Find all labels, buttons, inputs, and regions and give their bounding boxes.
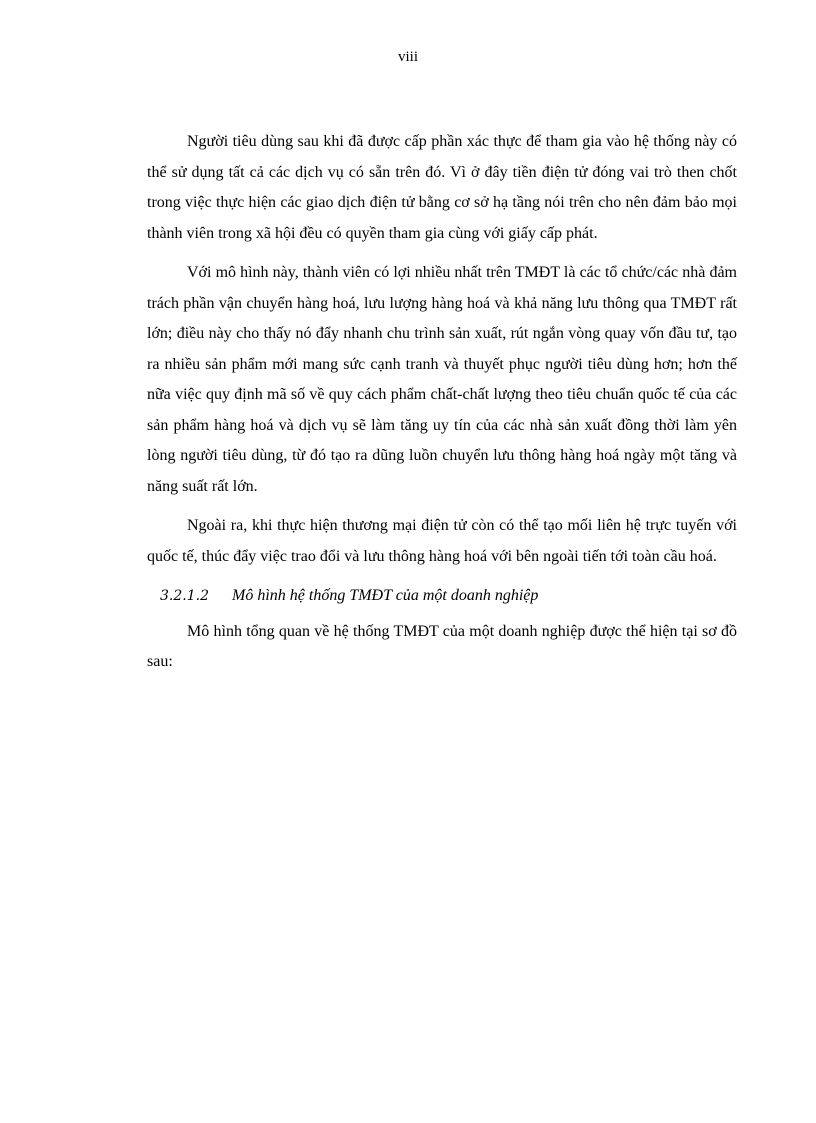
paragraph-globalization: Ngoài ra, khi thực hiện thương mại điện tử còn có thể tạo mối liên hệ trực tuyến với quốc tế, thúc đẩy việc trao đổi và lưu thông hàng hoá với bên ngoài tiến tới toàn cầu hoá. <box>147 517 737 565</box>
paragraph-model-benefits: Với mô hình này, thành viên có lợi nhiều nhất trên TMĐT là các tổ chức/các nhà đảm trách phần vận chuyển hàng hoá, lưu lượng hàng hoá và khả năng lưu thông qua TMĐT rất lớn; điều này cho thấy nó đẩy nhanh chu trình sản xuất, rút ngắn vòng quay vốn đầu tư, tạo ra nhiều sản phẩm mới mang sức cạnh tranh và thuyết phục người tiêu dùng hơn; hơn thế nữa việc quy định mã số về quy cách phẩm chất-chất lượng theo tiêu chuẩn quốc tế của các sản phẩm hàng hoá và dịch vụ sẽ làm tăng uy tín của các nhà sản xuất đồng thời làm yên lòng người tiêu dùng, từ đó tạo ra dũng luồn chuyển lưu thông hàng hoá ngày một tăng và năng suất rất lớn. <box>147 264 737 495</box>
paragraph-e-cash-users: Người tiêu dùng sau khi đã được cấp phần xác thực để tham gia vào hệ thống này có thể sử dụng tất cả các dịch vụ có sẵn trên đó. Vì ở đây tiền điện tử đóng vai trò then chốt trong việc thực hiện các giao dịch điện tử bằng cơ sở hạ tầng nói trên cho nên đảm bảo mọi thành viên trong xã hội đều có quyền tham gia cùng với giấy cấp phát. <box>147 133 737 242</box>
section-number: 3.2.1.2 <box>160 588 209 604</box>
paragraph-diagram-intro: Mô hình tổng quan về hệ thống TMĐT của một doanh nghiệp được thể hiện tại sơ đồ sau: <box>147 622 737 670</box>
document-body <box>147 127 737 687</box>
section-title: Mô hình hệ thống TMĐT của một doanh nghiệp <box>232 587 539 604</box>
page-number: viii <box>397 49 418 65</box>
section-heading <box>147 581 737 612</box>
